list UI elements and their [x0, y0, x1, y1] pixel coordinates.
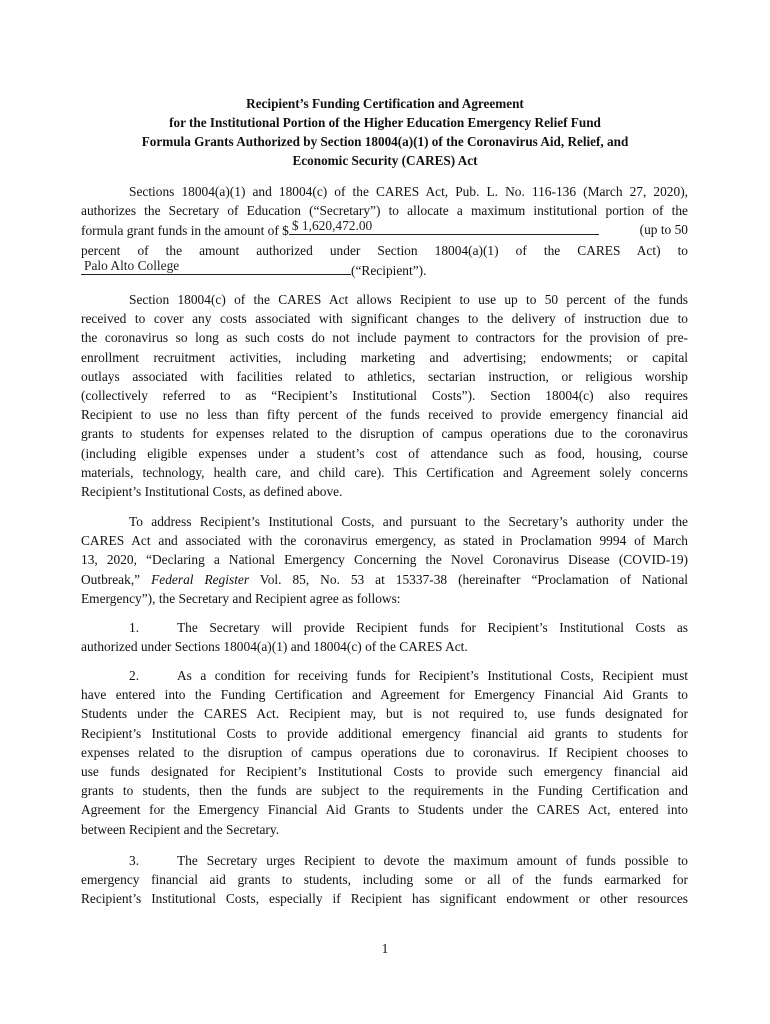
page-number: 1: [381, 941, 389, 956]
item3-number: 3.: [129, 853, 140, 868]
intro-line-4: percent of the amount authorized under Section 18004(a)(1) of the CARES Act) to: [81, 242, 688, 258]
intro-line-1: Sections 18004(a)(1) and 18004(c) of the CARES Act, Pub. L. No. 116-136 (March 27, 2020),: [129, 184, 688, 199]
intro-line-3-prefix: formula grant funds in the amount of $: [81, 223, 289, 239]
item2-line-1: [81, 666, 688, 685]
para2-line: (including eligible expenses under a student’s cost of attendance such as food, housing, course: [81, 445, 688, 461]
agreement-item-1: [81, 618, 688, 656]
item3-line: emergency financial aid grants to students, including some or all of the funds earmarked for: [81, 872, 688, 888]
para2-line: grants to students for expenses related to the disruption of campus operations due to the coronavirus: [81, 426, 688, 442]
item3-text-1: The Secretary urges Recipient to devote the maximum amount of funds possible to: [177, 853, 688, 868]
item1-line-1: [81, 618, 688, 637]
intro-paragraph: [81, 182, 688, 280]
item1-text-1: The Secretary will provide Recipient funds for Recipient’s Institutional Costs as: [177, 620, 688, 635]
para2-line: Recipient to use no less than fifty percent of the funds received to provide emergency financial aid: [81, 407, 688, 423]
para3-line-3: 13, 2020, “Declaring a National Emergency Concerning the Novel Coronavirus Disease (COVID-19): [81, 552, 688, 568]
federal-register-italic: Federal Register: [151, 571, 250, 587]
para2-line: Recipient’s Institutional Costs, as defined above.: [81, 484, 343, 500]
para3-line-5: Emergency”), the Secretary and Recipient agree as follows:: [81, 590, 401, 606]
document-title: [60, 94, 710, 170]
proclamation-paragraph: [81, 512, 688, 608]
item2-text-1: As a condition for receiving funds for Recipient’s Institutional Costs, Recipient must: [177, 668, 688, 683]
intro-line-5: [81, 257, 688, 280]
item2-line: grants to students, then the funds are subject to the requirements in the Funding Certification and: [81, 783, 688, 799]
para3-line-4: [81, 570, 688, 589]
title-line-1: Recipient’s Funding Certification and Agreement: [246, 96, 524, 111]
intro-line-5-suffix: (“Recipient”).: [351, 262, 427, 278]
intro-line-3: [81, 220, 688, 240]
grant-amount-value: $ 1,620,472.00: [291, 218, 373, 234]
item2-line: Students under the CARES Act. Recipient may, but is not required to, use funds designated for: [81, 706, 688, 722]
agreement-item-3: [81, 851, 688, 909]
recipient-name-value: Palo Alto College: [84, 257, 180, 273]
title-line-3: Formula Grants Authorized by Section 18004(a)(1) of the Coronavirus Aid, Relief, and: [141, 134, 629, 149]
item2-number: 2.: [129, 668, 140, 683]
intro-line-3-suffix: (up to 50: [639, 222, 688, 238]
item2-line: have entered into the Funding Certification and Agreement for Emergency Financial Aid Grants to: [81, 687, 688, 703]
item2-line: Agreement for the Emergency Financial Aid Grants to Students under the CARES Act, entered into: [81, 802, 688, 818]
agreement-item-2: [81, 666, 688, 839]
item1-line-2: authorized under Sections 18004(a)(1) and 18004(c) of the CARES Act.: [81, 639, 468, 655]
para2-line: outlays associated with facilities related to athletics, sectarian instruction, or religious worship: [81, 368, 688, 384]
intro-line-2: authorizes the Secretary of Education (“Secretary”) to allocate a maximum institutional portion of the: [81, 203, 688, 219]
institutional-costs-paragraph: [81, 290, 688, 501]
grant-amount-field[interactable]: [289, 220, 599, 235]
para2-line: materials, technology, health care, and child care). This Certification and Agreement solely concerns: [81, 464, 688, 480]
item2-line: Recipient’s Institutional Costs to provide additional emergency financial aid grants to students for: [81, 725, 688, 741]
item3-line-1: [81, 851, 688, 870]
para3-line-4-pre: Outbreak,”: [81, 571, 141, 587]
item2-line: expenses related to the disruption of campus operations due to coronavirus. If Recipient chooses to: [81, 744, 688, 760]
item1-number: 1.: [129, 620, 140, 635]
para2-line: Section 18004(c) of the CARES Act allows Recipient to use up to 50 percent of the funds: [129, 292, 688, 307]
recipient-name-field[interactable]: [81, 257, 351, 275]
item2-line: use funds designated for Recipient’s Institutional Costs to provide such emergency financial aid: [81, 764, 688, 780]
item2-line: between Recipient and the Secretary.: [81, 821, 280, 837]
para2-line: (collectively referred to as “Recipient’s Institutional Costs”). Section 18004(c) also requires: [81, 388, 688, 404]
para3-line-2: CARES Act and associated with the coronavirus emergency, as stated in Proclamation 9994 of March: [81, 533, 688, 549]
para3-line-1: To address Recipient’s Institutional Costs, and pursuant to the Secretary’s authority under the: [129, 514, 688, 529]
title-line-2: for the Institutional Portion of the Higher Education Emergency Relief Fund: [169, 115, 601, 130]
para2-line: enrollment recruitment activities, including marketing and advertising; endowments; or capital: [81, 349, 688, 365]
para3-line-4-post: Vol. 85, No. 53 at 15337-38 (hereinafter “Proclamation of National: [259, 571, 688, 587]
title-line-4: Economic Security (CARES) Act: [292, 153, 478, 168]
para2-line: the coronavirus so long as such costs do not include payment to contractors for the provision of pre-: [81, 330, 688, 346]
item3-line: Recipient’s Institutional Costs, especially if Recipient has significant endowment or other resources: [81, 891, 688, 907]
para2-line: received to cover any costs associated with significant changes to the delivery of instruction due to: [81, 311, 688, 327]
